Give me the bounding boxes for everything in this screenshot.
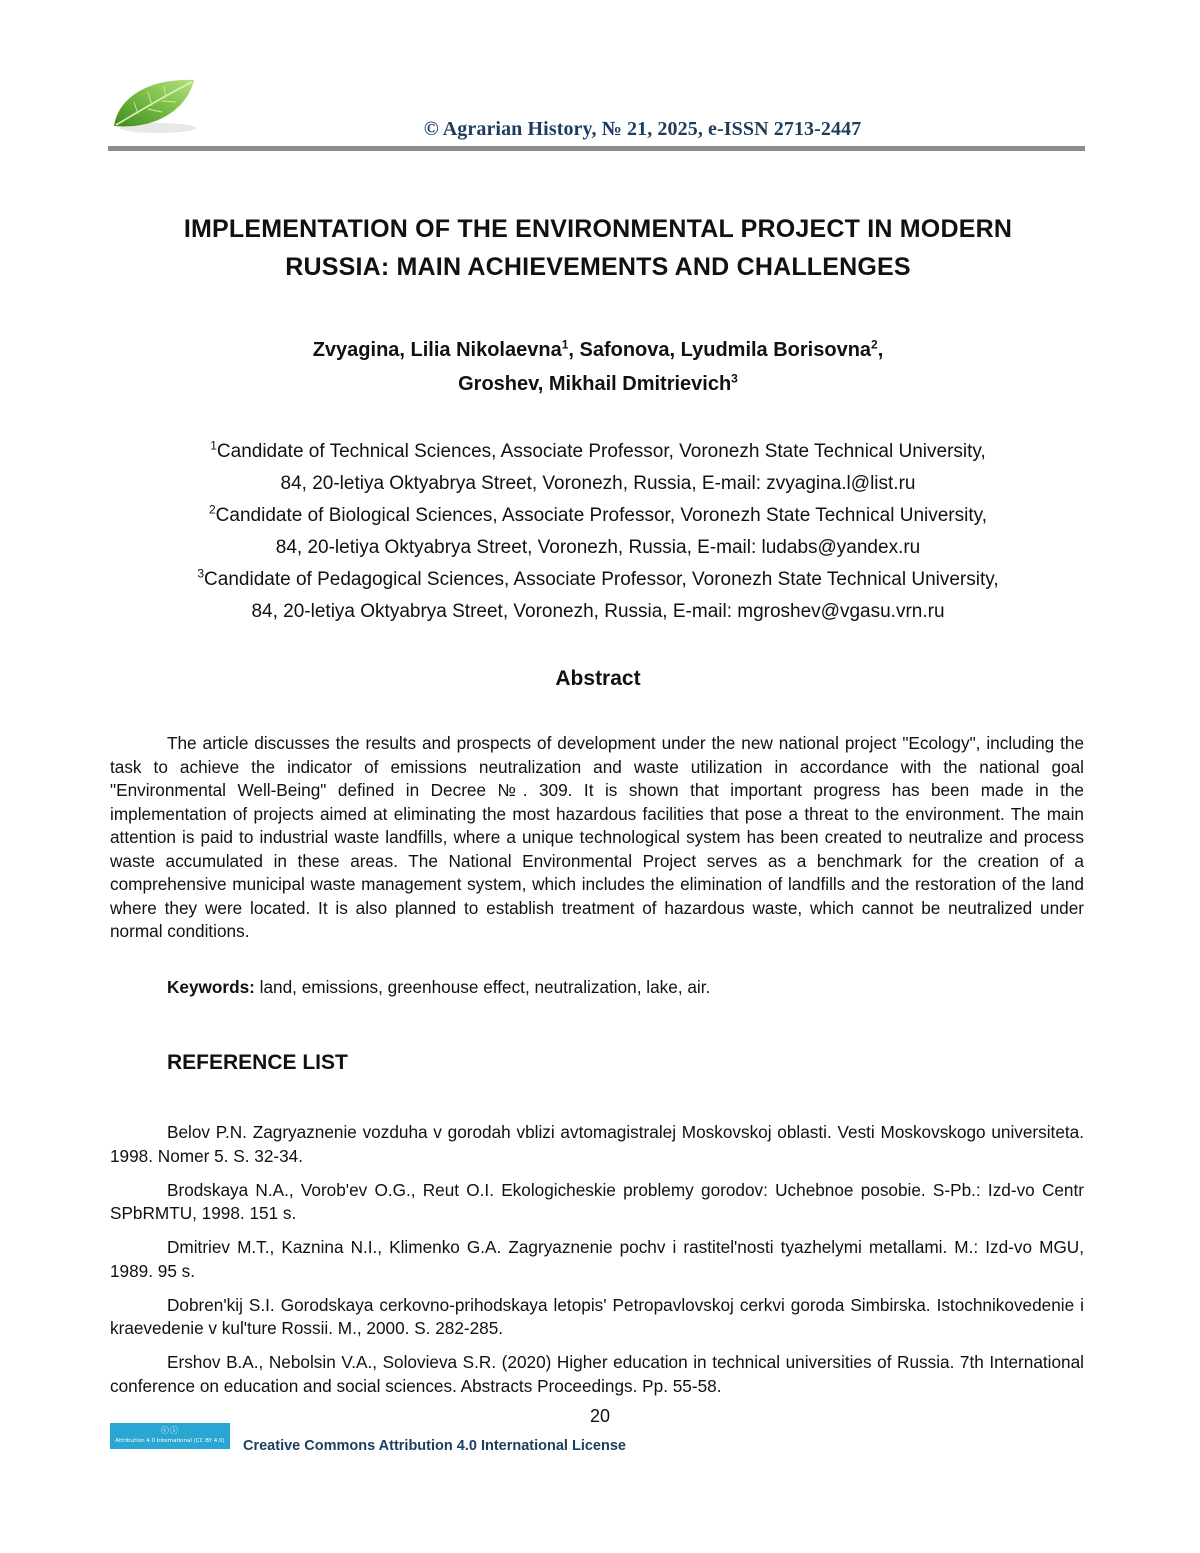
affiliations bbox=[108, 436, 1088, 628]
affiliation-2-text: Candidate of Biological Sciences, Associate Professor, Voronezh State Technical University, bbox=[215, 505, 987, 526]
affiliation-1-sup: 1 bbox=[210, 438, 217, 453]
cc-by-icon[interactable] bbox=[110, 1423, 230, 1449]
reference-item: Dobren'kij S.I. Gorodskaya cerkovno-prihodskaya letopis' Petropavlovskoj cerkvi goroda Simbirska. Istochnikovedenie i kraevedenie v kul'ture Rossii. M., 2000. S. 282-285. bbox=[110, 1294, 1084, 1338]
author-1-sup: 1 bbox=[561, 337, 569, 352]
reference-item: Brodskaya N.A., Vorob'ev O.G., Reut O.I. Ekologicheskie problemy gorodov: Uchebnoe posobie. S-Pb.: Izd-vo Centr SPbRMTU, 1998. 151 s. bbox=[110, 1179, 1084, 1223]
keywords-label: Keywords: bbox=[167, 977, 255, 997]
author-3: Groshev, Mikhail Dmitrievich bbox=[458, 373, 732, 395]
author-2: Safonova, Lyudmila Borisovna bbox=[579, 339, 872, 361]
affiliation-1-line-1 bbox=[108, 436, 1088, 468]
license-link[interactable]: Creative Commons Attribution 4.0 International License bbox=[243, 1438, 626, 1454]
keywords-text: land, emissions, greenhouse effect, neutralization, lake, air. bbox=[254, 977, 711, 997]
abstract-text: The article discusses the results and prospects of development under the new national project "Ecology", including the task to achieve the indicator of emissions neutralization and waste utilization in accordance with the national goal "Environmental Well-Being" defined in Decree №. 309. It is shown that important progress has been made in the implementation of projects aimed at eliminating the most hazardous facilities that pose a threat to the environment. The main attention is paid to industrial waste landfills, where a unique technological system has been created to neutralize and process waste accumulated in these areas. The National Environmental Project serves as a benchmark for the creation of a comprehensive municipal waste management system, which includes the elimination of landfills and the restoration of the land where they were located. It is also planned to establish treatment of hazardous waste, which cannot be neutralized under normal conditions. bbox=[110, 733, 1084, 941]
affiliation-1-text: Candidate of Technical Sciences, Associate Professor, Voronezh State Technical University, bbox=[216, 441, 986, 462]
affiliation-2-line-2: 84, 20-letiya Oktyabrya Street, Voronezh, Russia, E-mail: ludabs@yandex.ru bbox=[275, 537, 921, 558]
reference-item: Dmitriev M.T., Kaznina N.I., Klimenko G.A. Zagryaznenie pochv i rastitel'nosti tyazhelymi metallami. M.: Izd-vo MGU, 1989. 95 s. bbox=[110, 1237, 1084, 1281]
title-line-1: IMPLEMENTATION OF THE ENVIRONMENTAL PROJECT IN MODERN bbox=[183, 215, 1013, 243]
affiliation-2-sup: 2 bbox=[208, 502, 216, 517]
author-3-sup: 3 bbox=[731, 371, 738, 386]
journal-header: © Agrarian History, № 21, 2025, e-ISSN 2713-2447 bbox=[423, 118, 862, 140]
cc-badge-text: Attribution 4.0 International (CC BY 4.0) bbox=[115, 1438, 225, 1444]
page-number: 20 bbox=[589, 1406, 611, 1426]
affiliation-2-line-1 bbox=[108, 500, 1088, 532]
authors-line-1: Zvyagina, Lilia Nikolaevna$^1$, Safonova, Lyudmila Borisovna$^2$, bbox=[312, 337, 884, 361]
author-list bbox=[108, 333, 1088, 401]
abstract-heading: Abstract bbox=[555, 667, 641, 690]
authors-line-2 bbox=[108, 367, 1088, 401]
author-2-sup: 2 bbox=[871, 337, 878, 352]
header-divider bbox=[108, 146, 1085, 151]
reference-item: Ershov B.A., Nebolsin V.A., Solovieva S.R. (2020) Higher education in technical universities of Russia. 7th International conference on education and social sciences. Abstracts Proceedings. Pp. 55-58. bbox=[110, 1352, 1084, 1396]
keywords bbox=[167, 977, 710, 998]
reference-list-heading: REFERENCE LIST bbox=[167, 1051, 348, 1074]
leaf-icon bbox=[108, 74, 200, 136]
affiliation-3-line-2: 84, 20-letiya Oktyabrya Street, Voronezh, Russia, E-mail: mgroshev@vgasu.vrn.ru bbox=[251, 601, 945, 622]
article-title bbox=[108, 210, 1088, 286]
affiliation-3-sup: 3 bbox=[197, 566, 205, 581]
cc-symbols-icon: ⓒⓘ bbox=[161, 1426, 179, 1435]
affiliation-1-line-2: 84, 20-letiya Oktyabrya Street, Voronezh, Russia, E-mail: zvyagina.l@list.ru bbox=[280, 473, 916, 494]
reference-item: Belov P.N. Zagryaznenie vozduha v gorodah vblizi avtomagistralej Moskovskoj oblasti. Vesti Moskovskogo universiteta. 1998. Nomer 5. S. 32-34. bbox=[110, 1122, 1084, 1166]
author-1: Zvyagina, Lilia Nikolaevna bbox=[312, 339, 562, 361]
affiliation-3-line-1 bbox=[108, 564, 1088, 596]
affiliation-3-text: Candidate of Pedagogical Sciences, Associate Professor, Voronezh State Technical University, bbox=[204, 569, 999, 590]
title-line-2: RUSSIA: MAIN ACHIEVEMENTS AND CHALLENGES bbox=[285, 253, 911, 281]
reference-list bbox=[110, 1121, 1084, 1409]
